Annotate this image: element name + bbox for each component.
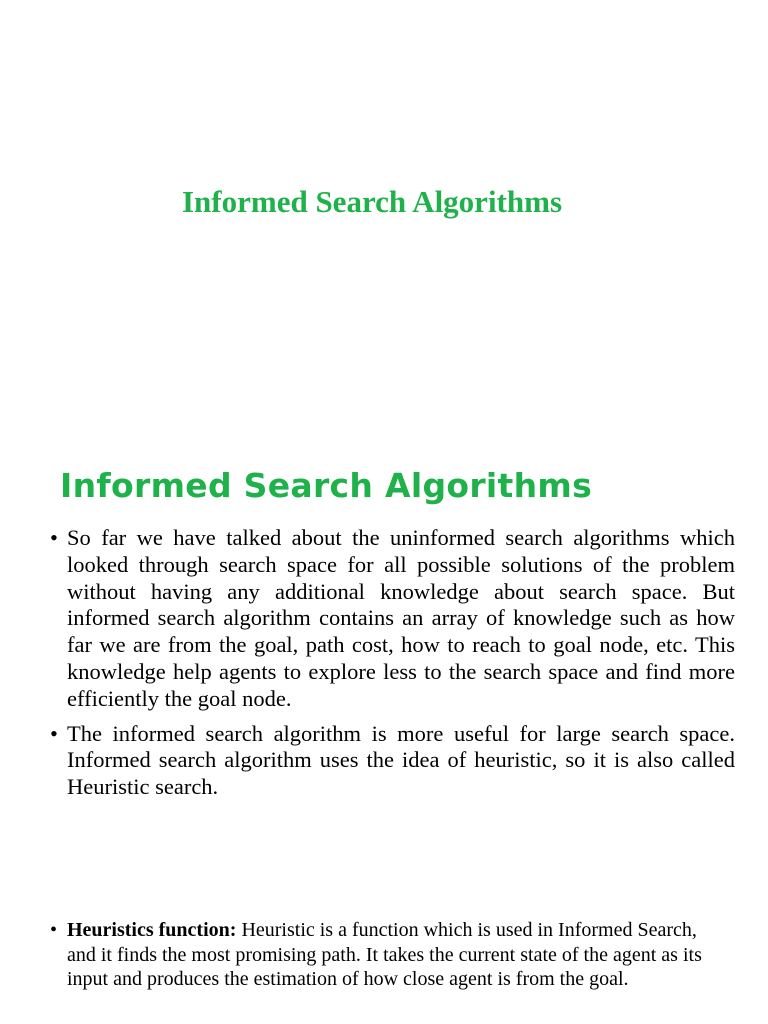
slide2-bullet-list bbox=[0, 525, 735, 809]
list-item bbox=[0, 918, 717, 992]
list-item bbox=[0, 721, 735, 801]
bullet-text: The informed search algorithm is more useful for large search space. Informed search algorithm uses the idea of heuristic, so it is also called Heuristic search. bbox=[67, 720, 735, 800]
bullet-icon: • bbox=[50, 720, 58, 746]
bullet-icon: • bbox=[50, 919, 58, 941]
bullet-text: Heuristic is a function which is used in Informed Search, and it finds the most promising path. It takes the current state of the agent as its input and produces the estimation of how close agent is from the goal. bbox=[67, 919, 702, 990]
slide2-title: Informed Search Algorithms bbox=[60, 466, 593, 505]
list-item bbox=[0, 525, 735, 713]
slide3-bullet-list bbox=[0, 918, 717, 992]
bullet-icon: • bbox=[50, 525, 58, 550]
slide1-title: Informed Search Algorithms bbox=[181, 184, 563, 219]
bullet-term: Heuristics function: bbox=[67, 919, 237, 941]
bullet-text: So far we have talked about the uninformed search algorithms which looked through search space for all possible solutions of the problem without having any additional knowledge about search space. But informed search algorithm contains an array of knowledge such as how far we are from the goal, path cost, how to reach to goal node, etc. This knowledge help agents to explore less to the search space and find more efficiently the goal node. bbox=[67, 525, 735, 711]
